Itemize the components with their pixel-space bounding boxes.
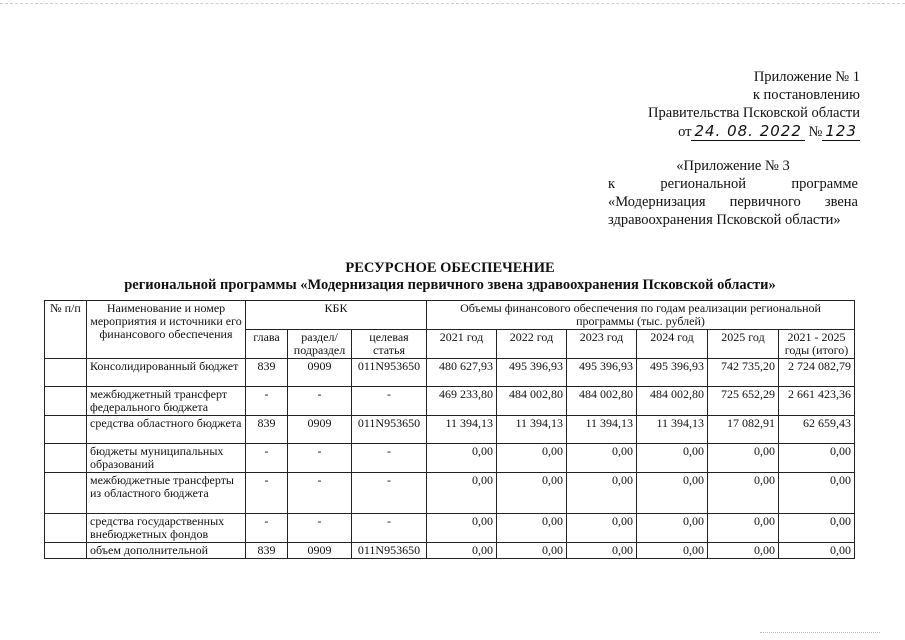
cell-razdel: - xyxy=(288,514,352,543)
appendix-1-government: Правительства Псковской области xyxy=(648,105,860,121)
cell-glava: - xyxy=(246,473,288,514)
cell-2024: 0,00 xyxy=(637,543,708,559)
cell-glava: 839 xyxy=(246,543,288,559)
cell-2022: 0,00 xyxy=(497,473,567,514)
appendix-3-line-4: здравоохранения Псковской области» xyxy=(608,212,841,228)
cell-razdel: 0909 xyxy=(288,416,352,444)
header-volumes: Объемы финансового обеспечения по годам реализации региональной программы (тыс. рублей) xyxy=(427,301,855,330)
cell-2021: 469 233,80 xyxy=(427,387,497,416)
cell-razdel: - xyxy=(288,473,352,514)
cell-total: 0,00 xyxy=(779,444,855,473)
cell-glava: - xyxy=(246,444,288,473)
table-row xyxy=(45,359,855,387)
number-label: № xyxy=(808,124,823,140)
cell-statya: 011N953650 xyxy=(352,359,427,387)
cell-2021: 0,00 xyxy=(427,514,497,543)
cell-name: Консолидированный бюджет xyxy=(87,359,246,387)
cell-2025: 742 735,20 xyxy=(708,359,779,387)
cell-2022: 495 396,93 xyxy=(497,359,567,387)
table-row xyxy=(45,387,855,416)
cell-razdel: 0909 xyxy=(288,359,352,387)
cell-2024: 484 002,80 xyxy=(637,387,708,416)
cell-2021: 0,00 xyxy=(427,473,497,514)
cell-razdel: - xyxy=(288,387,352,416)
table-header-row-1 xyxy=(45,301,855,330)
header-kbk: КБК xyxy=(246,301,427,330)
cell-num xyxy=(45,387,87,416)
table-row xyxy=(45,416,855,444)
cell-name: средства государственных внебюджетных фондов xyxy=(87,514,246,543)
cell-glava: - xyxy=(246,514,288,543)
cell-total: 62 659,43 xyxy=(779,416,855,444)
resource-table xyxy=(44,300,855,559)
header-2023: 2023 год xyxy=(567,330,637,359)
cell-2024: 11 394,13 xyxy=(637,416,708,444)
cell-2025: 0,00 xyxy=(708,514,779,543)
table-row xyxy=(45,444,855,473)
appendix-3-title: «Приложение № 3 xyxy=(676,158,790,174)
cell-name: объем дополнительной xyxy=(87,543,246,559)
cell-num xyxy=(45,444,87,473)
cell-2024: 0,00 xyxy=(637,514,708,543)
appendix-3-block xyxy=(608,157,858,229)
appendix-1-resolution: к постановлению xyxy=(752,87,860,103)
appendix-3-line-2: к региональной программе xyxy=(608,176,858,192)
cell-statya: - xyxy=(352,387,427,416)
from-label: от xyxy=(678,124,692,140)
cell-razdel: - xyxy=(288,444,352,473)
cell-statya: 011N953650 xyxy=(352,416,427,444)
cell-num xyxy=(45,514,87,543)
cell-2025: 0,00 xyxy=(708,444,779,473)
cell-total: 2 661 423,36 xyxy=(779,387,855,416)
cell-2021: 480 627,93 xyxy=(427,359,497,387)
heading-title: РЕСУРСНОЕ ОБЕСПЕЧЕНИЕ xyxy=(345,260,555,276)
cell-total: 0,00 xyxy=(779,514,855,543)
table-row xyxy=(45,473,855,514)
cell-num xyxy=(45,473,87,514)
cell-glava: 839 xyxy=(246,359,288,387)
cell-2023: 11 394,13 xyxy=(567,416,637,444)
appendix-1-date-line xyxy=(600,122,860,141)
cell-2023: 0,00 xyxy=(567,543,637,559)
handwritten-number: 123 xyxy=(822,122,860,141)
cell-glava: 839 xyxy=(246,416,288,444)
cell-2023: 484 002,80 xyxy=(567,387,637,416)
heading-subtitle: региональной программы «Модернизация первичного звена здравоохранения Псковской области» xyxy=(124,277,776,293)
cell-total: 2 724 082,79 xyxy=(779,359,855,387)
cell-2021: 0,00 xyxy=(427,543,497,559)
cell-name: межбюджетные трансферты из областного бюджета xyxy=(87,473,246,514)
cell-name: средства областного бюджета xyxy=(87,416,246,444)
cell-name: бюджеты муниципальных образований xyxy=(87,444,246,473)
cell-total: 0,00 xyxy=(779,543,855,559)
cell-num xyxy=(45,416,87,444)
cell-2025: 725 652,29 xyxy=(708,387,779,416)
cell-2024: 495 396,93 xyxy=(637,359,708,387)
cell-2023: 495 396,93 xyxy=(567,359,637,387)
header-2025: 2025 год xyxy=(708,330,779,359)
cell-statya: - xyxy=(352,514,427,543)
header-statya: целевая статья xyxy=(352,330,427,359)
document-heading xyxy=(90,260,810,294)
header-total: 2021 - 2025 годы (итого) xyxy=(779,330,855,359)
scan-artifact-footer xyxy=(760,632,880,633)
cell-2021: 0,00 xyxy=(427,444,497,473)
cell-2025: 0,00 xyxy=(708,473,779,514)
table-row xyxy=(45,543,855,559)
cell-2022: 0,00 xyxy=(497,444,567,473)
cell-2023: 0,00 xyxy=(567,473,637,514)
header-2024: 2024 год xyxy=(637,330,708,359)
cell-statya: - xyxy=(352,473,427,514)
header-razdel: раздел/ подраздел xyxy=(288,330,352,359)
appendix-3-line-3: «Модернизация первичного звена xyxy=(608,194,858,210)
scan-artifact-line xyxy=(0,3,905,4)
cell-2024: 0,00 xyxy=(637,444,708,473)
cell-2022: 484 002,80 xyxy=(497,387,567,416)
cell-2025: 17 082,91 xyxy=(708,416,779,444)
cell-name: межбюджетный трансферт федерального бюджета xyxy=(87,387,246,416)
table-row xyxy=(45,514,855,543)
cell-num xyxy=(45,359,87,387)
header-name: Наименование и номер мероприятия и источники его финансового обеспечения xyxy=(87,301,246,359)
cell-2024: 0,00 xyxy=(637,473,708,514)
cell-total: 0,00 xyxy=(779,473,855,514)
cell-2025: 0,00 xyxy=(708,543,779,559)
cell-2022: 0,00 xyxy=(497,514,567,543)
cell-glava: - xyxy=(246,387,288,416)
cell-statya: - xyxy=(352,444,427,473)
header-num: № п/п xyxy=(45,301,87,359)
cell-2022: 11 394,13 xyxy=(497,416,567,444)
header-glava: глава xyxy=(246,330,288,359)
cell-razdel: 0909 xyxy=(288,543,352,559)
cell-statya: 011N953650 xyxy=(352,543,427,559)
cell-2023: 0,00 xyxy=(567,444,637,473)
cell-2021: 11 394,13 xyxy=(427,416,497,444)
header-2022: 2022 год xyxy=(497,330,567,359)
cell-num xyxy=(45,543,87,559)
header-2021: 2021 год xyxy=(427,330,497,359)
cell-2023: 0,00 xyxy=(567,514,637,543)
cell-2022: 0,00 xyxy=(497,543,567,559)
handwritten-date: 24. 08. 2022 xyxy=(691,122,804,141)
appendix-1-title: Приложение № 1 xyxy=(753,69,860,85)
appendix-1-block xyxy=(600,68,860,141)
